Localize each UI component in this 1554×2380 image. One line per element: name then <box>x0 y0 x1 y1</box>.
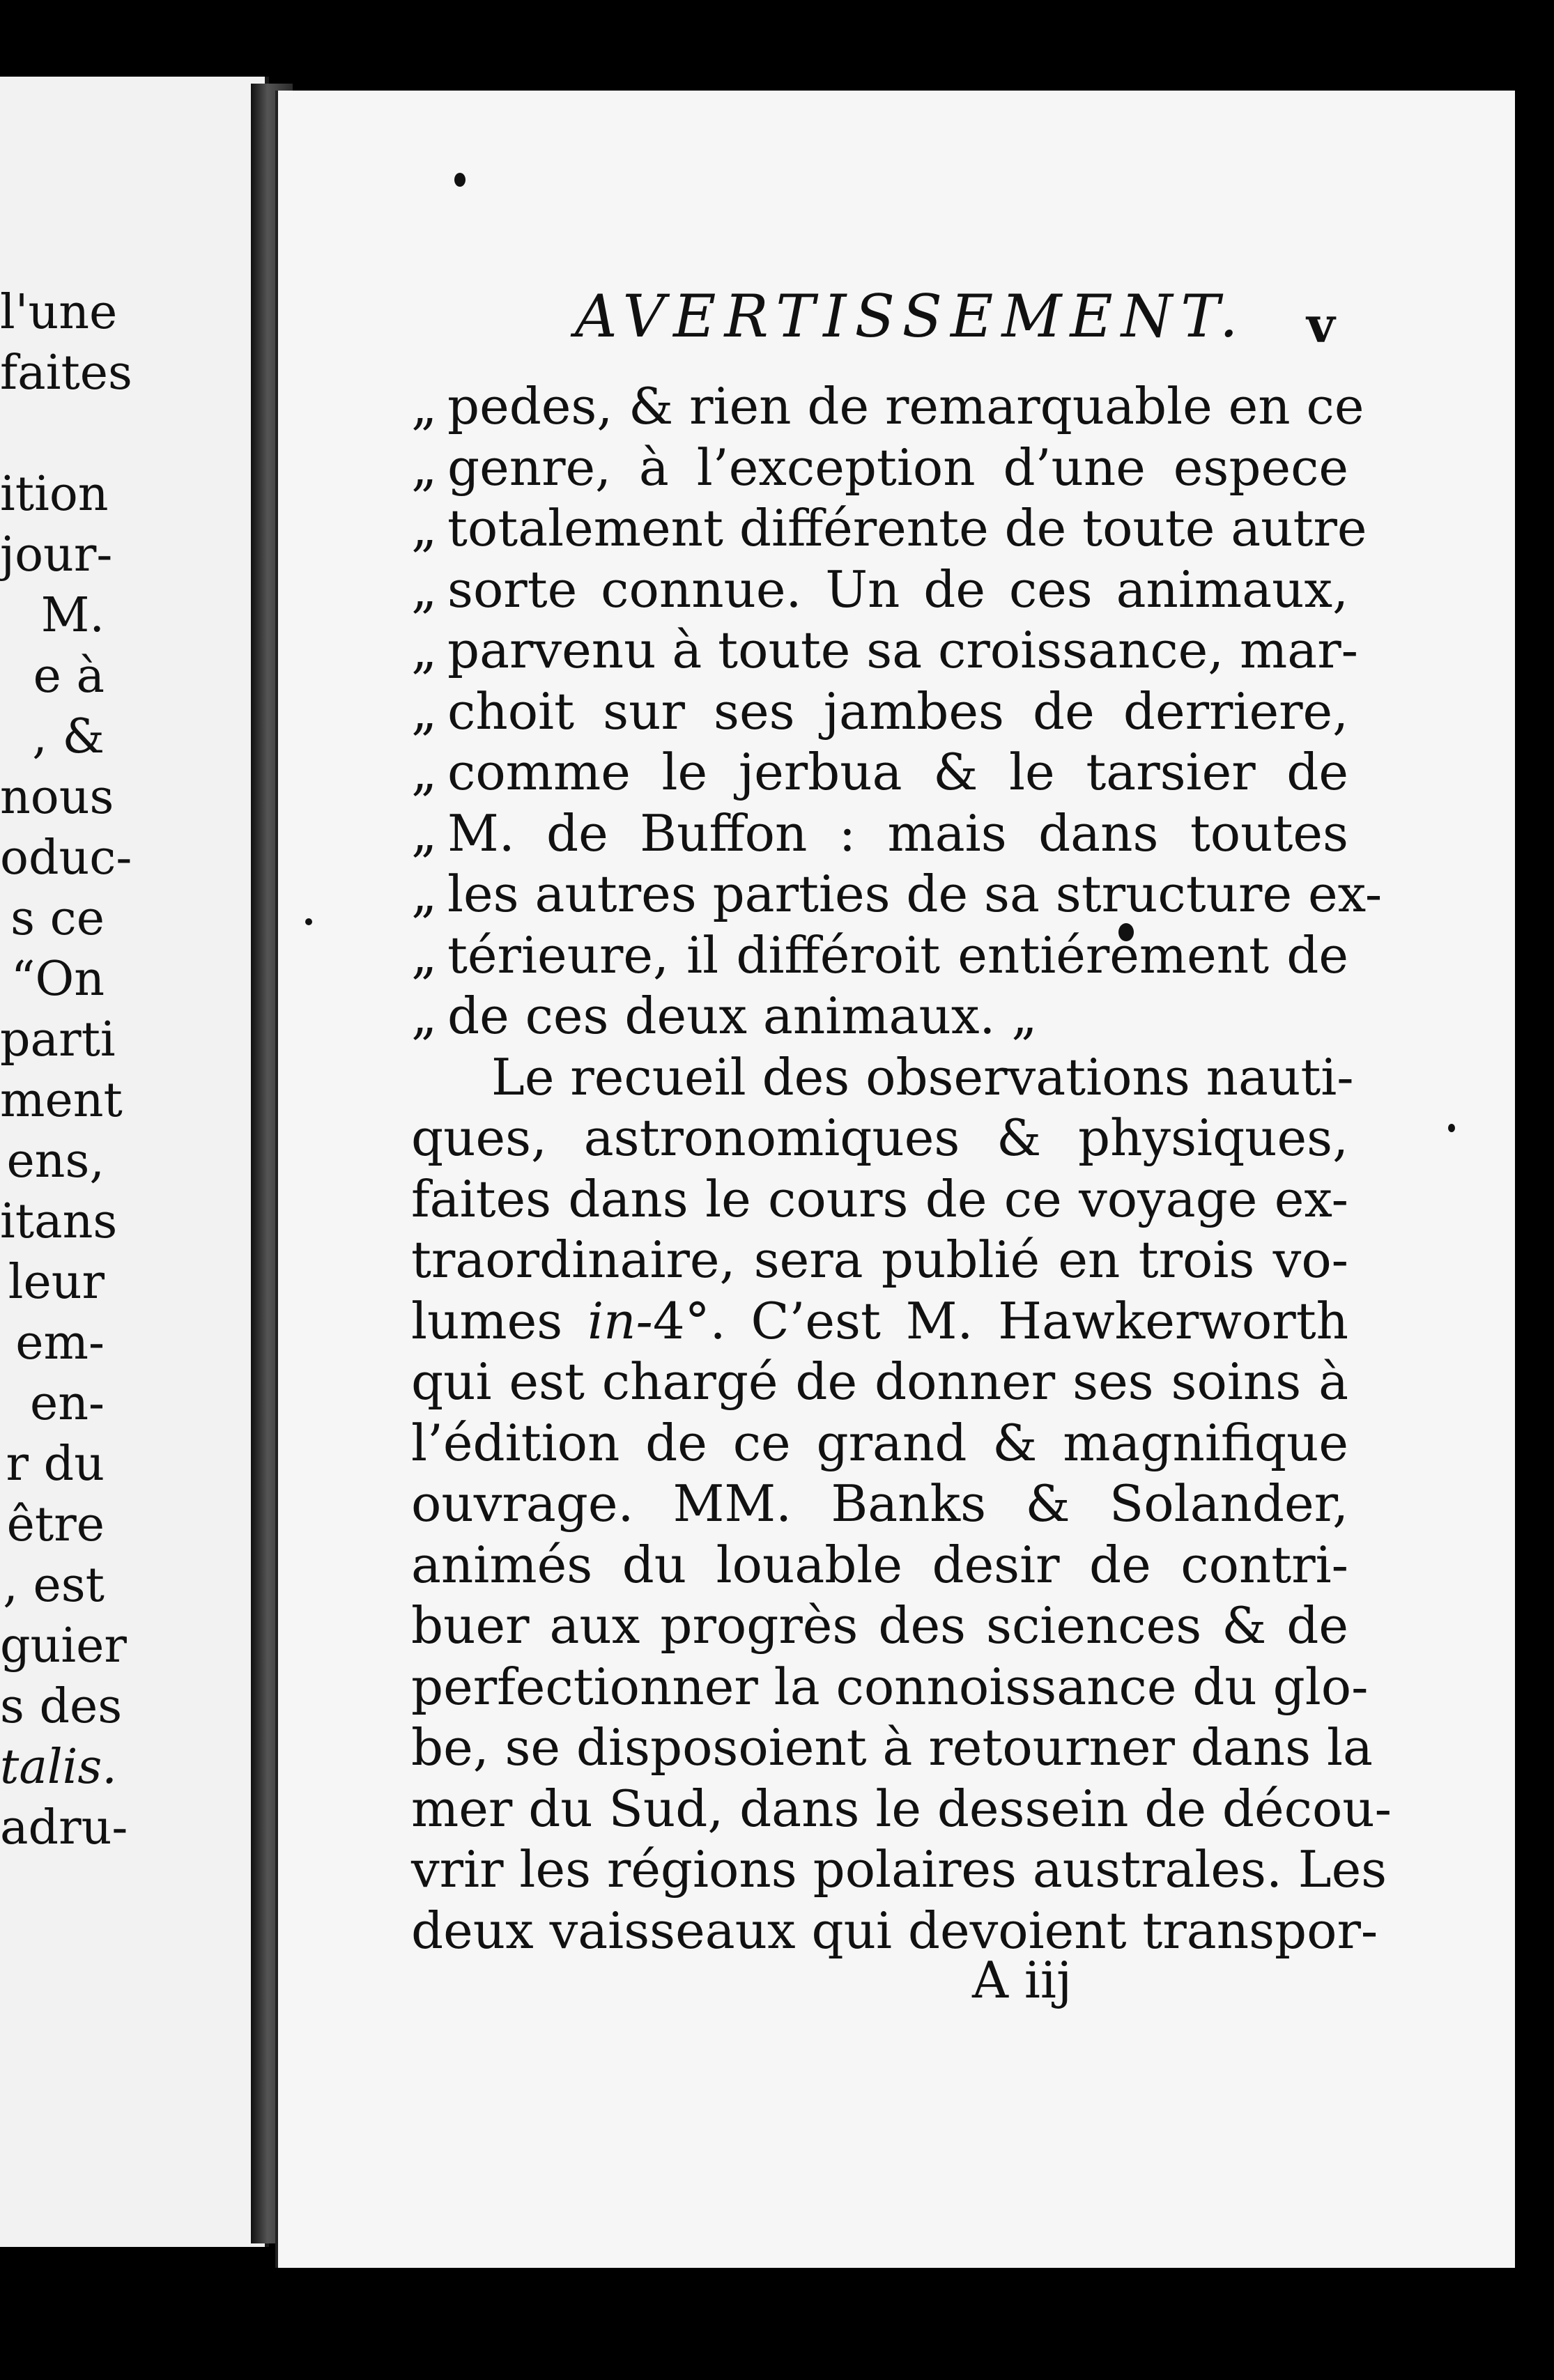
left-line: “On <box>10 952 105 1007</box>
left-page-text <box>0 282 132 1858</box>
body-text <box>411 376 1392 1961</box>
left-line: em- <box>15 1315 105 1370</box>
left-line: ition <box>0 467 109 522</box>
page-number: v <box>1307 296 1335 354</box>
text-line: perfectionner la connoissance du glo- <box>411 1657 1369 1716</box>
left-line: en- <box>29 1376 105 1431</box>
left-line: adru- <box>0 1800 128 1855</box>
left-line: l'une <box>0 285 118 340</box>
signature-mark: A iij <box>972 1951 1072 2009</box>
text-line: „ M. de Buffon : mais dans toutes <box>411 803 1348 863</box>
text-line: „ de ces deux animaux. „ <box>411 987 1038 1045</box>
text-line: „ pedes, & rien de remarquable en ce <box>411 377 1364 435</box>
page-header: AVERTISSEMENT. <box>575 282 1247 350</box>
text-line: ques, astronomiques & physiques, <box>411 1108 1348 1167</box>
text-line: „ choit sur ses jambes de derriere, <box>411 681 1348 741</box>
text-line: mer du Sud, dans le dessein de décou- <box>411 1779 1392 1838</box>
left-line: parti <box>0 1012 116 1067</box>
left-line: jour- <box>0 527 113 582</box>
left-line: e à <box>33 649 105 704</box>
text-line: lumes in-4°. C’est M. Hawkerworth <box>411 1291 1348 1350</box>
text-line: faites dans le cours de ce voyage ex- <box>411 1169 1348 1228</box>
text-line: „ parvenu à toute sa croissance, mar- <box>411 621 1358 679</box>
left-line: r du <box>6 1437 105 1492</box>
left-line: talis. <box>0 1740 117 1795</box>
left-line: nous <box>0 770 114 825</box>
left-line: itans <box>0 1194 118 1249</box>
text-line: ouvrage. MM. Banks & Solander, <box>411 1474 1348 1533</box>
text-line: „ totalement différente de toute autre <box>411 499 1367 557</box>
text-line: Le recueil des observations nauti- <box>491 1047 1354 1106</box>
left-line: guier <box>0 1618 127 1674</box>
text-line: „ comme le jerbua & le tarsier de <box>411 743 1348 801</box>
text-line: „ sorte connue. Un de ces animaux, <box>411 559 1348 619</box>
left-line: , est <box>3 1558 105 1613</box>
text-line: vrir les régions polaires australes. Les <box>411 1840 1387 1899</box>
text-line: l’édition de ce grand & magnifique <box>411 1413 1348 1472</box>
text-line: buer aux progrès des sciences & de <box>411 1596 1348 1655</box>
text-line: animés du louable desir de contri- <box>411 1535 1348 1594</box>
left-line: être <box>6 1497 105 1552</box>
ink-speck <box>305 918 312 925</box>
text-line: „ genre, à l’exception d’une espece <box>411 438 1348 497</box>
left-line: s des <box>0 1679 123 1734</box>
ink-speck <box>1448 1124 1455 1132</box>
left-line: s ce <box>10 891 105 946</box>
text-line: „ térieure, il différoit entiérement de <box>411 925 1348 984</box>
left-line: ens, <box>6 1134 105 1189</box>
left-line: M. <box>40 588 105 643</box>
text-line: traordinaire, sera publié en trois vo- <box>411 1230 1348 1289</box>
left-line: faites <box>0 346 132 401</box>
left-line: oduc- <box>0 830 132 886</box>
left-line: ment <box>0 1073 123 1128</box>
text-line: qui est chargé de donner ses soins à <box>411 1352 1348 1411</box>
left-line: leur <box>8 1255 105 1310</box>
text-line: be, se disposoient à retourner dans la <box>411 1718 1373 1777</box>
text-line: „ les autres parties de sa structure ex- <box>411 865 1383 923</box>
left-line <box>0 403 105 464</box>
text-line: deux vaisseaux qui devoient transpor- <box>411 1901 1378 1960</box>
ink-speck <box>454 173 466 187</box>
left-line: , & <box>32 709 105 764</box>
